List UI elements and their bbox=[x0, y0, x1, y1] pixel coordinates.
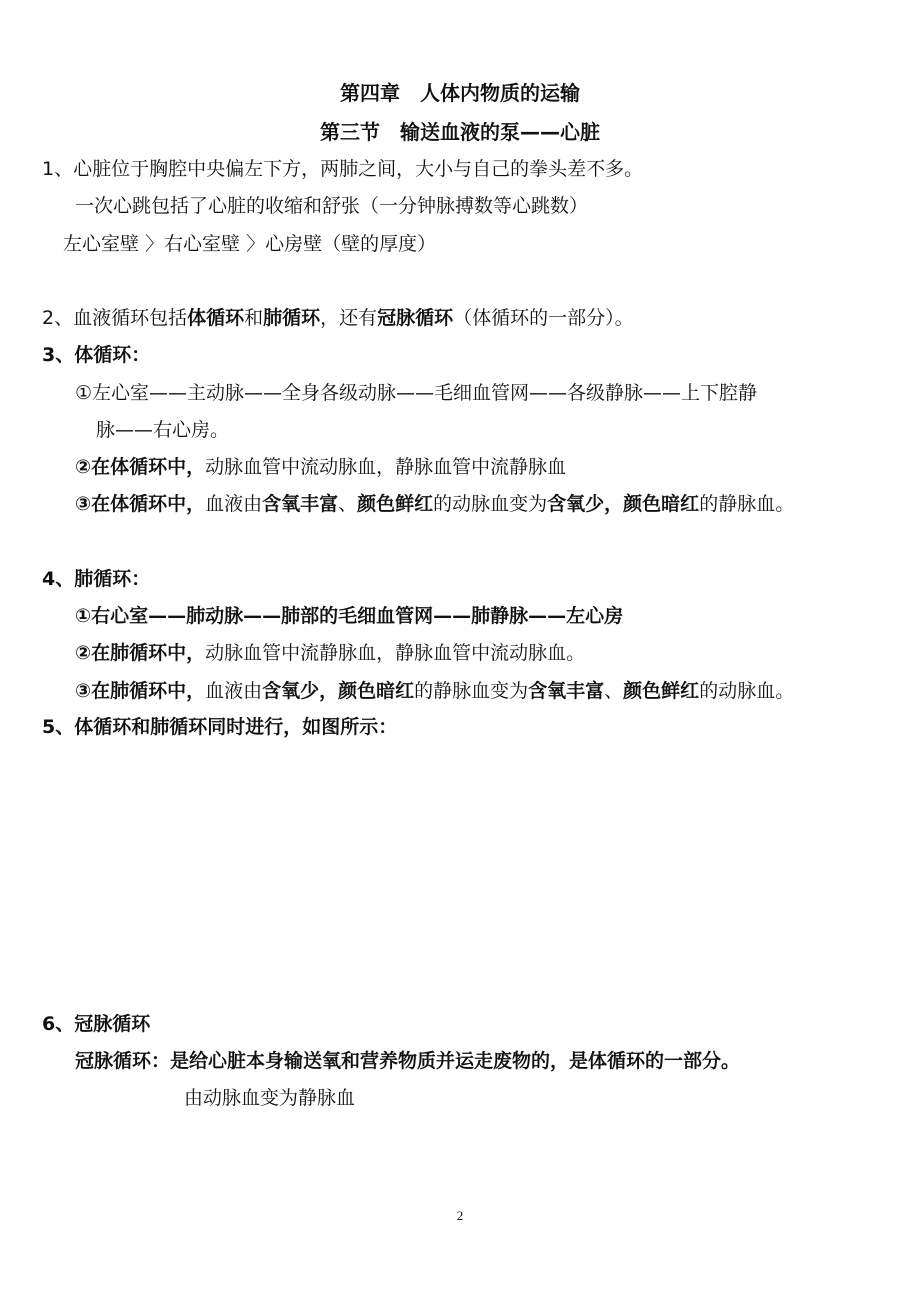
point-3-item-3-bold-1: ③在体循环中， bbox=[75, 493, 206, 515]
point-3-item-3-text-2: 、 bbox=[338, 493, 358, 515]
point-2-prefix: 2、血液循环包括 bbox=[42, 307, 188, 329]
point-3-item-3-text-1: 血液由 bbox=[205, 493, 263, 515]
term-pulmonary-circulation: 肺循环 bbox=[263, 307, 321, 329]
point-6-heading: 6、冠脉循环 bbox=[42, 1013, 151, 1035]
point-3-item-3-text-4: 的静脉血。 bbox=[699, 493, 795, 515]
point-4-item-3-text-2: 的静脉血变为 bbox=[414, 680, 529, 702]
point-2-suffix: （体循环的一部分）。 bbox=[453, 307, 634, 329]
point-2-mid: ，还有 bbox=[320, 307, 378, 329]
point-3-item-1-line-1: ①左心室——主动脉——全身各级动脉——毛细血管网——各级静脉——上下腔静 bbox=[75, 382, 758, 404]
point-3-item-2-text: 动脉血管中流动脉血，静脉血管中流静脉血 bbox=[205, 456, 567, 478]
point-6-definition: 冠脉循环：是给心脏本身输送氧和营养物质并运走废物的，是体循环的一部分。 bbox=[75, 1050, 741, 1072]
point-2-line bbox=[42, 305, 634, 331]
chapter-title: 第四章 人体内物质的运输 bbox=[340, 81, 580, 105]
point-1-line-1: 1、心脏位于胸腔中央偏左下方，两肺之间，大小与自己的拳头差不多。 bbox=[42, 158, 644, 180]
point-4-item-2 bbox=[75, 640, 585, 666]
point-5-heading: 5、体循环和肺循环同时进行，如图所示： bbox=[42, 716, 398, 738]
point-4-item-1: ①右心室——肺动脉——肺部的毛细血管网——肺静脉——左心房 bbox=[75, 605, 624, 627]
point-1-line-2: 一次心跳包括了心脏的收缩和舒张（一分钟脉搏数等心跳数） bbox=[75, 195, 589, 217]
point-4-heading: 4、肺循环： bbox=[42, 568, 151, 590]
term-systemic-circulation: 体循环 bbox=[187, 307, 245, 329]
point-4-item-3 bbox=[75, 678, 794, 704]
point-4-item-3-text-1: 血液由 bbox=[205, 680, 263, 702]
point-3-item-3 bbox=[75, 491, 794, 517]
point-4-item-3-bold-3: 含氧丰富 bbox=[528, 680, 605, 702]
point-3-item-1-line-2: 脉——右心房。 bbox=[96, 419, 230, 441]
point-4-item-2-text: 动脉血管中流静脉血，静脉血管中流动脉血。 bbox=[205, 642, 586, 664]
point-3-item-2-bold: ②在体循环中， bbox=[75, 456, 206, 478]
point-3-item-3-bold-3: 颜色鲜红 bbox=[357, 493, 434, 515]
point-4-item-3-bold-1: ③在肺循环中， bbox=[75, 680, 206, 702]
point-4-item-3-text-3: 、 bbox=[604, 680, 624, 702]
point-3-item-3-bold-2: 含氧丰富 bbox=[262, 493, 339, 515]
point-4-item-3-text-4: 的动脉血。 bbox=[699, 680, 795, 702]
point-3-item-3-text-3: 的动脉血变为 bbox=[433, 493, 548, 515]
point-2-and: 和 bbox=[244, 307, 264, 329]
page-number: 2 bbox=[456, 1208, 464, 1223]
point-4-item-2-bold: ②在肺循环中， bbox=[75, 642, 206, 664]
point-3-item-2 bbox=[75, 454, 566, 480]
term-coronary-circulation: 冠脉循环 bbox=[377, 307, 454, 329]
point-3-heading: 3、体循环： bbox=[42, 344, 151, 366]
point-3-item-3-bold-4: 含氧少，颜色暗红 bbox=[547, 493, 700, 515]
point-6-note: 由动脉血变为静脉血 bbox=[184, 1087, 356, 1109]
point-4-item-3-bold-4: 颜色鲜红 bbox=[623, 680, 700, 702]
section-title: 第三节 输送血液的泵——心脏 bbox=[320, 120, 600, 144]
point-1-line-3: 左心室壁 〉右心室壁 〉心房壁（壁的厚度） bbox=[63, 233, 437, 255]
point-4-item-3-bold-2: 含氧少，颜色暗红 bbox=[262, 680, 415, 702]
